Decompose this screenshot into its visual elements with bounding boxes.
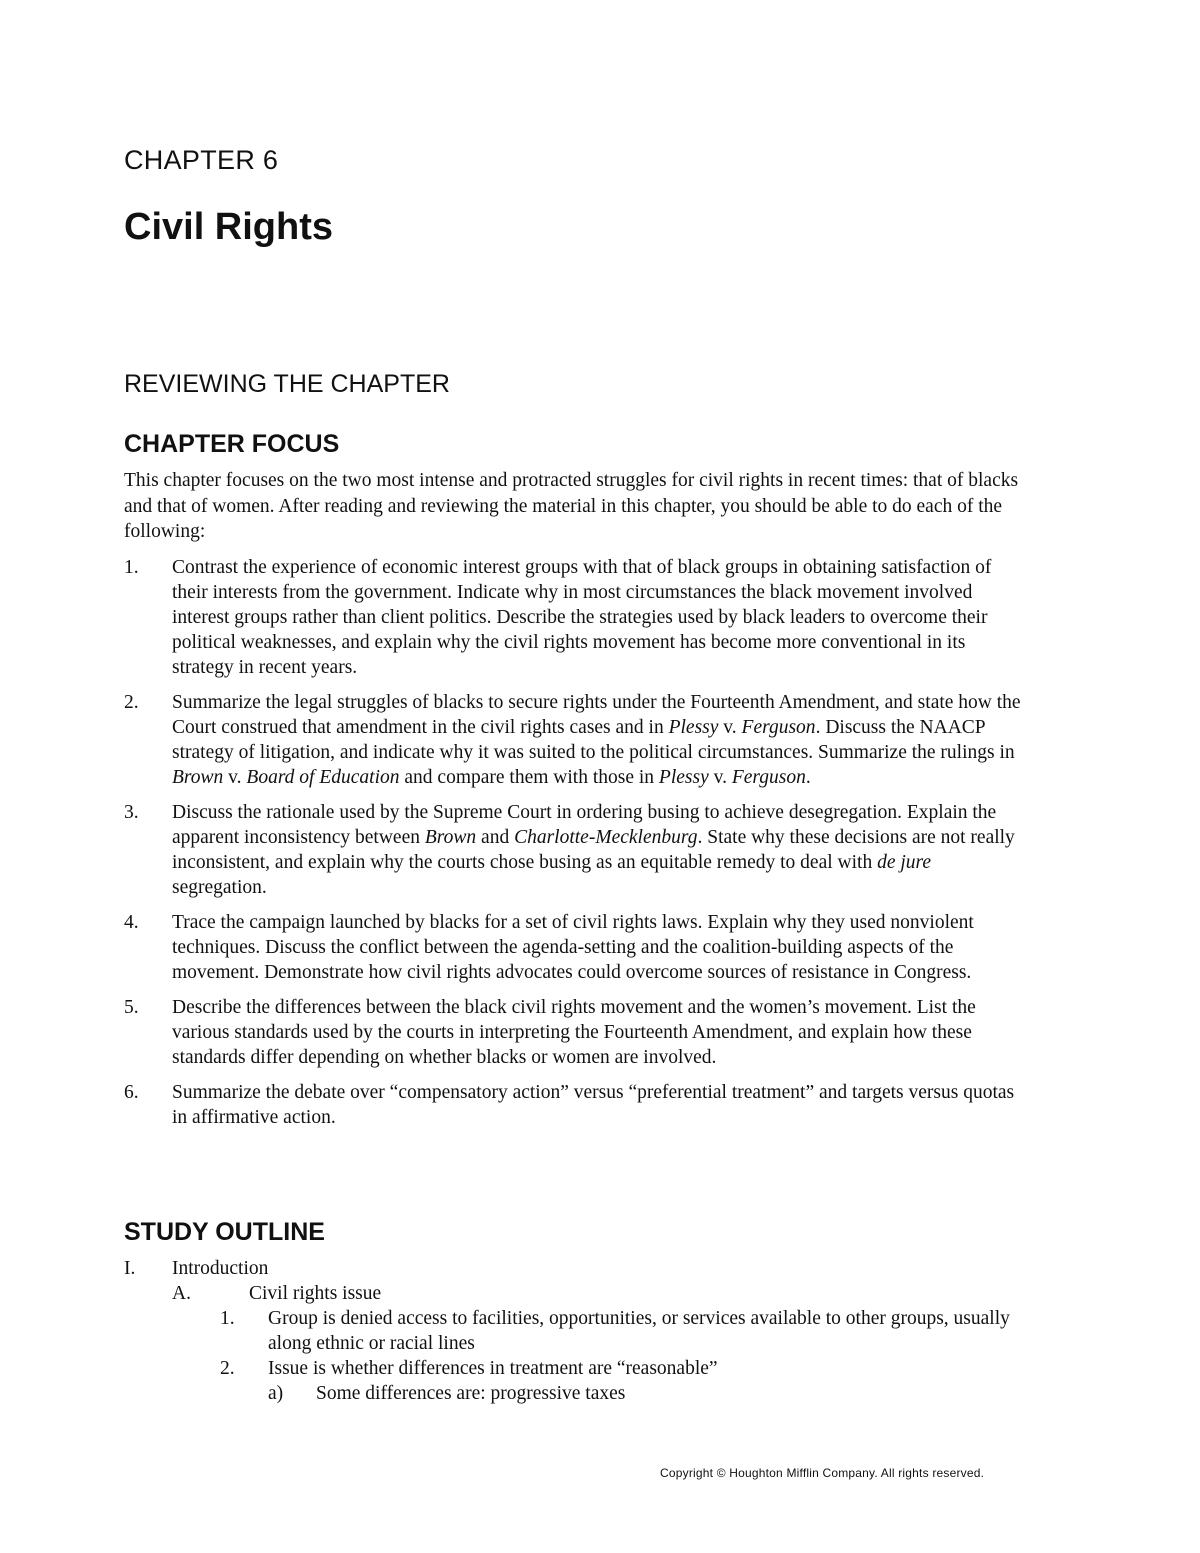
objective-text-run: v.	[718, 717, 742, 738]
outline-text: Civil rights issue	[249, 1283, 382, 1304]
case-name: Plessy	[658, 767, 709, 788]
objective-number: 5.	[124, 997, 139, 1018]
objective-text-run: segregation.	[172, 877, 267, 898]
objective-text	[172, 912, 974, 983]
outline-text: Issue is whether differences in treatment are “reasonable”	[268, 1358, 718, 1379]
chapter-focus-intro: This chapter focuses on the two most intense and protracted struggles for civil rights in recent times: that of blacks and that of women. After reading and reviewing the material in this chapter, you should be able to do each of the following:	[124, 470, 1019, 542]
objective-text	[172, 997, 976, 1068]
case-name: Ferguson	[731, 767, 806, 788]
outline-item	[124, 1281, 1034, 1306]
outline-text: Group is denied access to facilities, opportunities, or services available to other groups, usually along ethnic or racial lines	[268, 1308, 1010, 1354]
case-name: Charlotte-Mecklenburg	[514, 827, 698, 848]
section-heading-study-outline: STUDY OUTLINE	[124, 1218, 325, 1246]
objective-item	[124, 1080, 1024, 1130]
objective-item	[124, 910, 1024, 985]
objective-text-run: and compare them with those in	[399, 767, 659, 788]
objective-text-run: .	[805, 767, 811, 788]
objective-number: 4.	[124, 912, 139, 933]
outline-marker: I.	[124, 1258, 136, 1279]
outline-marker: A.	[172, 1283, 191, 1304]
outline-marker: 2.	[220, 1358, 235, 1379]
objective-text	[172, 557, 991, 678]
objective-number: 3.	[124, 802, 139, 823]
outline-item	[124, 1256, 1034, 1281]
case-name: Brown	[424, 827, 477, 848]
objective-item	[124, 800, 1024, 900]
objective-item	[124, 555, 1024, 680]
objective-item	[124, 690, 1024, 790]
case-name: Brown	[172, 767, 224, 788]
objective-number: 6.	[124, 1082, 139, 1103]
objective-number: 1.	[124, 557, 139, 578]
case-name: Plessy	[668, 717, 719, 738]
objective-text-run: Summarize the debate over “compensatory action” versus “preferential treatment” and targets versus quotas in affirmative action.	[172, 1082, 1015, 1128]
objective-text-run: Trace the campaign launched by blacks for a set of civil rights laws. Explain why they used nonviolent techniques. Discuss the conflict between the agenda-setting and the coalition-building aspects of the movement. Demonstrate how civil rights advocates could overcome sources of resistance in Congress.	[172, 912, 974, 983]
objective-text-run: Describe the differences between the black civil rights movement and the women’s movement. List the various standards used by the courts in interpreting the Fourteenth Amendment, and explain how these standards differ depending on whether blacks or women are involved.	[172, 997, 976, 1068]
case-name: Board of Education	[246, 767, 400, 788]
chapter-title: Civil Rights	[124, 206, 334, 248]
outline-item	[124, 1356, 1034, 1381]
objective-text-run: . State why these decisions are not really inconsistent, and explain why the courts chose busing as an equitable remedy to deal with	[172, 827, 1015, 873]
case-name: de jure	[877, 852, 932, 873]
objective-text	[172, 692, 1021, 788]
outline-text: Introduction	[172, 1258, 269, 1279]
outline-marker: 1.	[220, 1308, 235, 1329]
objective-number: 2.	[124, 692, 139, 713]
outline-item	[124, 1381, 1034, 1406]
objective-text-run: Summarize the legal struggles of blacks to secure rights under the Fourteenth Amendment, and state how the Court construed that amendment in the civil rights cases and in	[172, 692, 1021, 738]
outline-marker: a)	[268, 1383, 284, 1404]
objective-text	[172, 1082, 1014, 1128]
objective-text-run: Contrast the experience of economic interest groups with that of black groups in obtaining satisfaction of their interests from the government. Indicate why in most circumstances the black movement involved interest groups rather than client politics. Describe the strategies used by black leaders to overcome their political weaknesses, and explain why the civil rights movement has become more conventional in its strategy in recent years.	[172, 557, 992, 678]
objective-item	[124, 995, 1024, 1070]
copyright-footer: Copyright © Houghton Mifflin Company. All rights reserved.	[660, 1466, 985, 1480]
objective-text-run: . Discuss the NAACP strategy of litigation, and indicate why it was suited to the political circumstances. Summarize the rulings in	[172, 717, 1015, 763]
chapter-label: CHAPTER 6	[124, 145, 279, 175]
objective-text	[172, 802, 1015, 898]
outline-text: Some differences are: progressive taxes	[316, 1383, 626, 1404]
objective-text-run: v.	[708, 767, 732, 788]
outline-item	[124, 1306, 1034, 1356]
study-outline	[124, 1256, 1034, 1406]
objective-text-run: and	[476, 827, 515, 848]
objective-text-run: v.	[223, 767, 247, 788]
section-heading-chapter-focus: CHAPTER FOCUS	[124, 430, 340, 458]
case-name: Ferguson	[741, 717, 816, 738]
section-heading-reviewing: REVIEWING THE CHAPTER	[124, 370, 450, 398]
objective-text-run: Discuss the rationale used by the Supreme Court in ordering busing to achieve desegregation. Explain the apparent inconsistency between	[172, 802, 997, 848]
objectives-list	[124, 555, 1024, 1140]
